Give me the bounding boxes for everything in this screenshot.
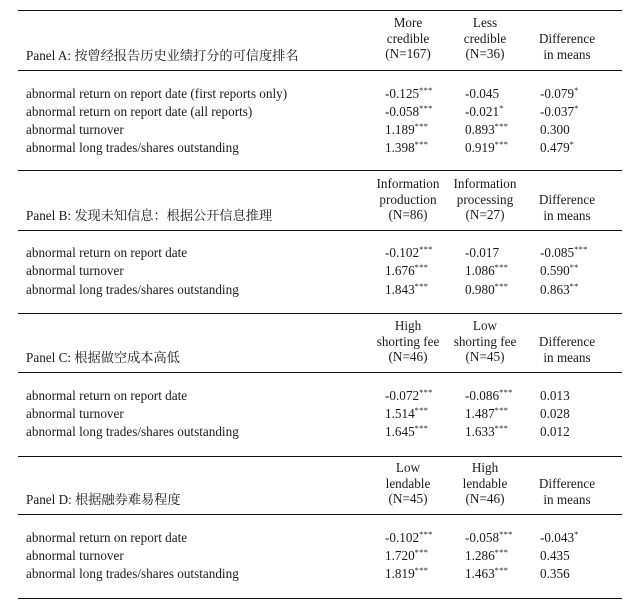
header-line: Difference: [538, 334, 596, 349]
rule-panel-d-header: [18, 514, 622, 515]
header-line: Difference: [538, 192, 596, 207]
cell-value: 0.012: [540, 424, 570, 439]
panel-d-header-col3: [522, 476, 612, 507]
rule-top: [18, 10, 622, 11]
header-line: credible: [386, 30, 430, 46]
cell-value: -0.058***: [385, 103, 433, 119]
cell-value: 1.463***: [465, 565, 509, 581]
cell-value: -0.125***: [385, 85, 433, 101]
panel-d-title: Panel D: 根据融券难易程度: [26, 492, 181, 507]
cell-value: 0.028: [540, 406, 570, 421]
cell-value: 1.286***: [465, 547, 509, 563]
significance-stars: ***: [574, 244, 588, 254]
cell-value: 1.189***: [385, 121, 429, 137]
rule-panel-c-end: [18, 456, 622, 457]
significance-stars: ***: [494, 139, 509, 149]
header-line: in means: [543, 349, 591, 365]
significance-stars: ***: [494, 121, 509, 131]
cell-value: -0.037*: [540, 103, 579, 119]
cell-value: -0.043*: [540, 529, 579, 545]
cell-value: 0.919***: [465, 139, 509, 155]
panel-b-header-col2: [440, 176, 530, 223]
cell-value: -0.058***: [465, 529, 513, 545]
header-line: (N=46): [388, 349, 428, 364]
header-line: (N=36): [465, 46, 505, 61]
significance-stars: ***: [499, 529, 513, 539]
panel-c-header-col2: [440, 318, 530, 365]
header-line: (N=86): [388, 207, 428, 222]
significance-stars: ***: [494, 547, 509, 557]
header-line: credible: [463, 30, 507, 46]
header-line: in means: [543, 491, 591, 507]
header-line: Difference: [538, 31, 596, 46]
row-label: abnormal return on report date: [26, 530, 188, 545]
significance-stars: ***: [494, 405, 509, 415]
row-label: abnormal long trades/shares outstanding: [26, 282, 239, 297]
panel-b-header-col3: [522, 192, 612, 223]
significance-stars: ***: [414, 565, 429, 575]
cell-value: 0.980***: [465, 281, 509, 297]
significance-stars: ***: [414, 405, 429, 415]
cell-value: 1.398***: [385, 139, 429, 155]
cell-value: -0.086***: [465, 387, 513, 403]
header-line: shorting fee: [376, 333, 440, 349]
significance-stars: ***: [419, 85, 433, 95]
cell-value: 1.645***: [385, 423, 429, 439]
row-label: abnormal turnover: [26, 548, 124, 563]
header-line: Low: [472, 318, 498, 333]
row-label: abnormal return on report date: [26, 245, 188, 260]
significance-stars: ***: [494, 281, 509, 291]
header-line: Difference: [538, 476, 596, 491]
header-line: shorting fee: [453, 333, 517, 349]
panel-b-title: Panel B: 发现未知信息：根据公开信息推理: [26, 208, 273, 223]
cell-value: 1.487***: [465, 405, 509, 421]
cell-value: -0.102***: [385, 529, 433, 545]
significance-stars: ***: [494, 262, 509, 272]
cell-value: 0.300: [540, 122, 570, 137]
significance-stars: ***: [419, 103, 433, 113]
significance-stars: ***: [494, 565, 509, 575]
cell-value: -0.045: [465, 86, 500, 101]
panel-c-title: Panel C: 根据做空成本高低: [26, 350, 180, 365]
header-line: More: [393, 15, 423, 30]
cell-value: -0.085***: [540, 244, 588, 260]
panel-a-header-col3: [522, 31, 612, 62]
header-line: High: [394, 318, 422, 333]
significance-stars: ***: [414, 547, 429, 557]
significance-stars: ***: [419, 529, 433, 539]
significance-stars: ***: [414, 121, 429, 131]
cell-value: -0.072***: [385, 387, 433, 403]
rule-panel-b-header: [18, 230, 622, 231]
header-line: processing: [456, 191, 514, 207]
cell-value: 0.590**: [540, 262, 579, 278]
panel-c-header-col3: [522, 334, 612, 365]
significance-stars: ***: [419, 387, 433, 397]
cell-value: 0.479*: [540, 139, 575, 155]
row-label: abnormal long trades/shares outstanding: [26, 140, 239, 155]
row-label: abnormal long trades/shares outstanding: [26, 424, 239, 439]
rule-panel-b-end: [18, 313, 622, 314]
significance-stars: *: [499, 103, 504, 113]
row-label: abnormal return on report date (all reports): [26, 104, 253, 119]
cell-value: 1.086***: [465, 262, 509, 278]
header-line: (N=45): [388, 491, 428, 506]
header-line: Low: [395, 460, 421, 475]
header-line: High: [471, 460, 499, 475]
significance-stars: ***: [414, 262, 429, 272]
cell-value: 0.435: [540, 548, 570, 563]
significance-stars: ***: [419, 244, 433, 254]
cell-value: 1.843***: [385, 281, 429, 297]
rule-bottom: [18, 598, 622, 599]
header-line: Information: [376, 176, 440, 191]
cell-value: 1.819***: [385, 565, 429, 581]
significance-stars: *: [574, 103, 579, 113]
row-label: abnormal long trades/shares outstanding: [26, 566, 239, 581]
cell-value: 1.720***: [385, 547, 429, 563]
cell-value: 1.633***: [465, 423, 509, 439]
header-line: in means: [543, 46, 591, 62]
cell-value: 0.893***: [465, 121, 509, 137]
header-line: (N=45): [465, 349, 505, 364]
row-label: abnormal return on report date (first reports only): [26, 86, 288, 101]
header-line: production: [379, 191, 437, 207]
panel-a-header-col2: [440, 15, 530, 62]
header-line: lendable: [462, 475, 508, 491]
cell-value: -0.017: [465, 245, 500, 260]
header-line: (N=46): [465, 491, 505, 506]
rule-panel-c-header: [18, 372, 622, 373]
header-line: (N=167): [385, 46, 431, 61]
significance-stars: ***: [414, 423, 429, 433]
rule-panel-a-header: [18, 70, 622, 71]
cell-value: -0.021*: [465, 103, 504, 119]
significance-stars: **: [569, 281, 579, 291]
rule-panel-a-end: [18, 170, 622, 171]
row-label: abnormal turnover: [26, 263, 124, 278]
significance-stars: ***: [414, 139, 429, 149]
cell-value: 0.356: [540, 566, 570, 581]
cell-value: 1.514***: [385, 405, 429, 421]
significance-stars: **: [569, 262, 579, 272]
significance-stars: ***: [499, 387, 513, 397]
cell-value: -0.079*: [540, 85, 579, 101]
significance-stars: ***: [494, 423, 509, 433]
row-label: abnormal turnover: [26, 122, 124, 137]
significance-stars: ***: [414, 281, 429, 291]
cell-value: 0.013: [540, 388, 570, 403]
header-line: (N=27): [465, 207, 505, 222]
header-line: lendable: [385, 475, 431, 491]
header-line: in means: [543, 207, 591, 223]
significance-stars: *: [574, 85, 579, 95]
significance-stars: *: [574, 529, 579, 539]
header-line: Information: [453, 176, 517, 191]
cell-value: -0.102***: [385, 244, 433, 260]
panel-d-header-col2: [440, 460, 530, 507]
cell-value: 1.676***: [385, 262, 429, 278]
row-label: abnormal turnover: [26, 406, 124, 421]
header-line: Less: [472, 15, 498, 30]
row-label: abnormal return on report date: [26, 388, 188, 403]
cell-value: 0.863**: [540, 281, 579, 297]
panel-a-title: Panel A: 按曾经报告历史业绩打分的可信度排名: [26, 48, 299, 63]
significance-stars: *: [569, 139, 575, 149]
